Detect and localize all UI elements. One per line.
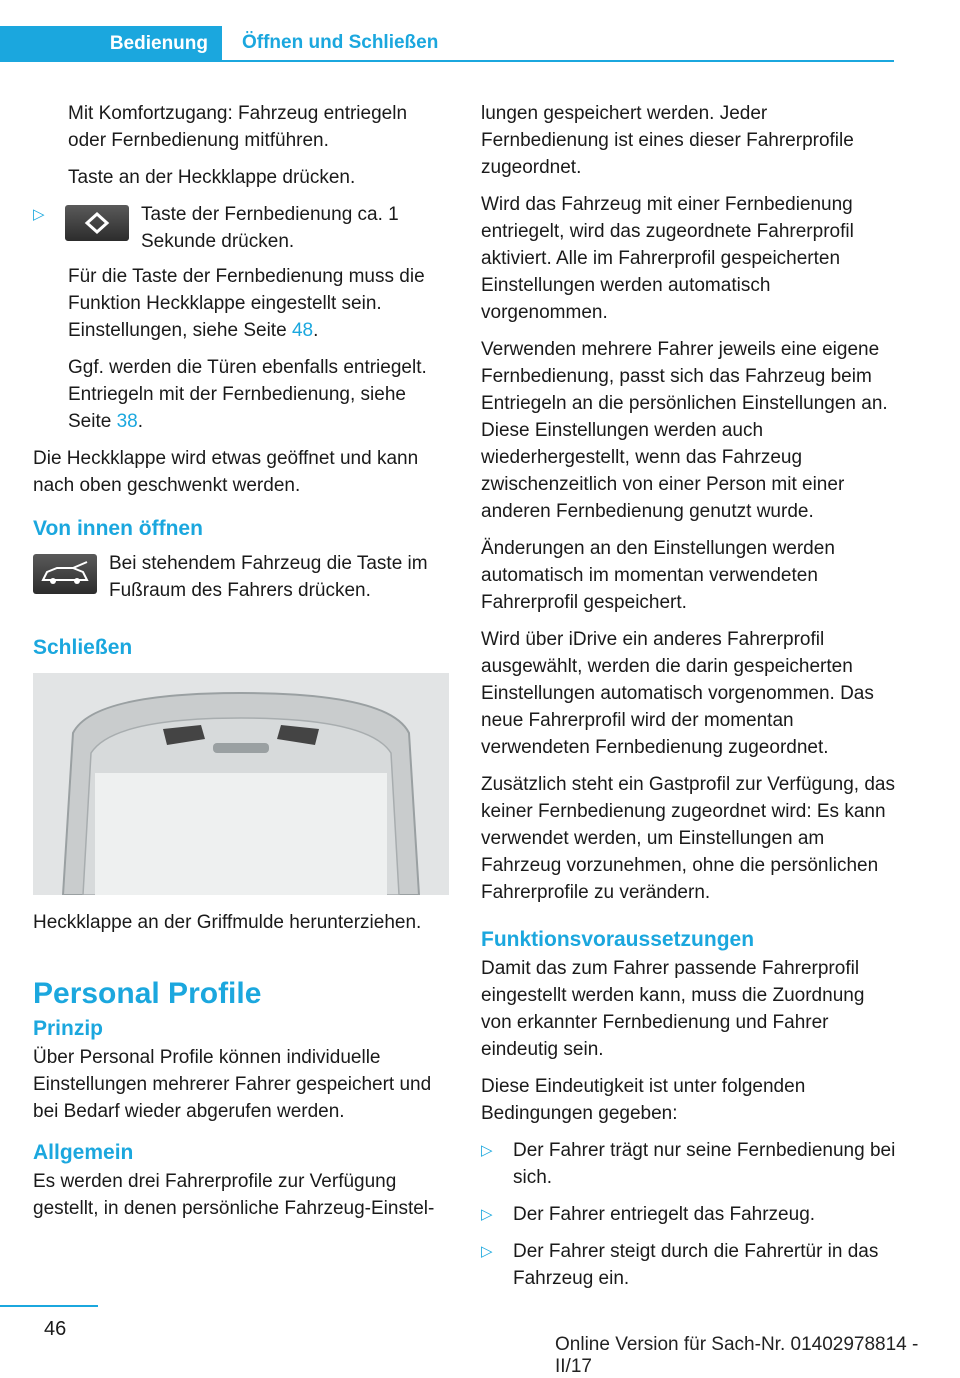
car-trunk-button-icon [33,554,97,594]
multiple-drivers-text: Verwenden mehrere Fahrer jeweils eine eigene Fernbedienung, passt sich das Fahrzeug beim Entriegeln an die persönlichen Einstellungen an. Diese Einstellungen werden auch wiederhergestellt, wenn das Fahrzeug zwischenzeitlich von einer Person mit einer anderen Fernbedienung genutzt wurde. [481,339,888,522]
page-link-38[interactable]: 38 [116,411,138,432]
heading-open-inside: Von innen öffnen [33,517,203,540]
tailgate-button-text: Taste an der Heckklappe drücken. [68,167,356,188]
doors-unlock-text: Ggf. werden die Türen ebenfalls entriegelt. Entriegeln mit der Fernbedienung, siehe Seite 38. [68,357,427,432]
inside-open-row [33,550,449,604]
close-text: Heckklappe an der Griffmulde herunterziehen. [33,912,422,933]
triangle-bullet-icon: ▷ [33,206,45,223]
list-item: ▷ Der Fahrer steigt durch die Fahrertür in das Fahrzeug ein. [481,1238,897,1292]
inside-open-text: Bei stehendem Fahrzeug die Taste im Fußraum des Fahrers drücken. [109,553,428,601]
heading-personal-profile: Personal Profile [33,977,262,1010]
profile-assignment-text: lungen gespeichert werden. Jeder Fernbedienung ist eines dieser Fahrerprofile zugeordnet. [481,103,854,178]
general-text: Es werden drei Fahrerprofile zur Verfügung gestellt, in denen persönliche Fahrzeug-Einstel- [33,1171,435,1219]
left-column [33,100,449,1232]
heading-principle: Prinzip [33,1017,104,1040]
page-number: 46 [44,1318,67,1340]
heading-requirements: Funktionsvoraussetzungen [481,928,755,951]
profile-activation-text: Wird das Fahrzeug mit einer Fernbedienung entriegelt, wird das zugeordnete Fahrerprofil aktiviert. Alle im Fahrerprofil gespeicherten Einstellungen werden automatisch vorgenommen. [481,194,854,323]
chapter-tab: Öffnen und Schließen [222,26,894,62]
page-header [0,0,960,62]
conditions-intro-text: Diese Eindeutigkeit ist unter folgenden Bedingungen gegeben: [481,1076,806,1124]
requirements-text: Damit das zum Fahrer passende Fahrerprofil eingestellt werden kann, muss die Zuordnung von erkannter Fernbedienung und Fahrer eindeutig sein. [481,958,865,1060]
tailgate-opens-text: Die Heckklappe wird etwas geöffnet und kann nach oben geschwenkt werden. [33,448,419,496]
remote-tailgate-button-icon [65,205,129,241]
idrive-profile-text: Wird über iDrive ein anderes Fahrerprofil ausgewählt, werden die darin gespeicherten Einstellungen automatisch vorgenommen. Das neue Fahrerprofil wird der momentan verwendeten Fernbedienung zugeordnet. [481,629,874,758]
remote-key-text: Taste der Fernbedienung ca. 1 Sekunde drücken. [141,204,399,252]
triangle-bullet-icon: ▷ [481,1206,493,1223]
tailgate-figure [33,673,449,895]
comfort-access-text: Mit Komfortzugang: Fahrzeug entriegeln oder Fernbedienung mitführen. [68,103,408,151]
principle-text: Über Personal Profile können individuelle Einstellungen mehrerer Fahrer gespeichert und bei Bedarf wieder abgerufen werden. [33,1047,432,1122]
heading-close: Schließen [33,636,133,659]
triangle-bullet-icon: ▷ [481,1243,493,1260]
remote-key-bullet [33,201,449,255]
footer-rule [0,1305,98,1307]
footer-version: Online Version für Sach-Nr. 01402978814 - II/17 [555,1334,919,1377]
heading-general: Allgemein [33,1141,134,1164]
list-item: ▷ Der Fahrer trägt nur seine Fernbedienung bei sich. [481,1137,897,1191]
remote-settings-text: Für die Taste der Fernbedienung muss die Funktion Heckklappe eingestellt sein. Einstellungen, siehe Seite 48. [68,266,425,341]
page-link-48[interactable]: 48 [291,320,314,341]
right-column [481,100,897,1302]
guest-profile-text: Zusätzlich steht ein Gastprofil zur Verfügung, das keiner Fernbedienung zugeordnet wird: Es kann verwendet werden, um Einstellungen am Fahrzeug vorzunehmen, ohne die persönlichen Fahrerprofile zu verändern. [481,774,895,903]
list-item: ▷ Der Fahrer entriegelt das Fahrzeug. [481,1201,897,1228]
triangle-bullet-icon: ▷ [481,1142,493,1159]
changes-saved-text: Änderungen an den Einstellungen werden automatisch im momentan verwendeten Fahrerprofil gespeichert. [481,538,835,613]
section-tab: Bedienung [0,26,222,62]
